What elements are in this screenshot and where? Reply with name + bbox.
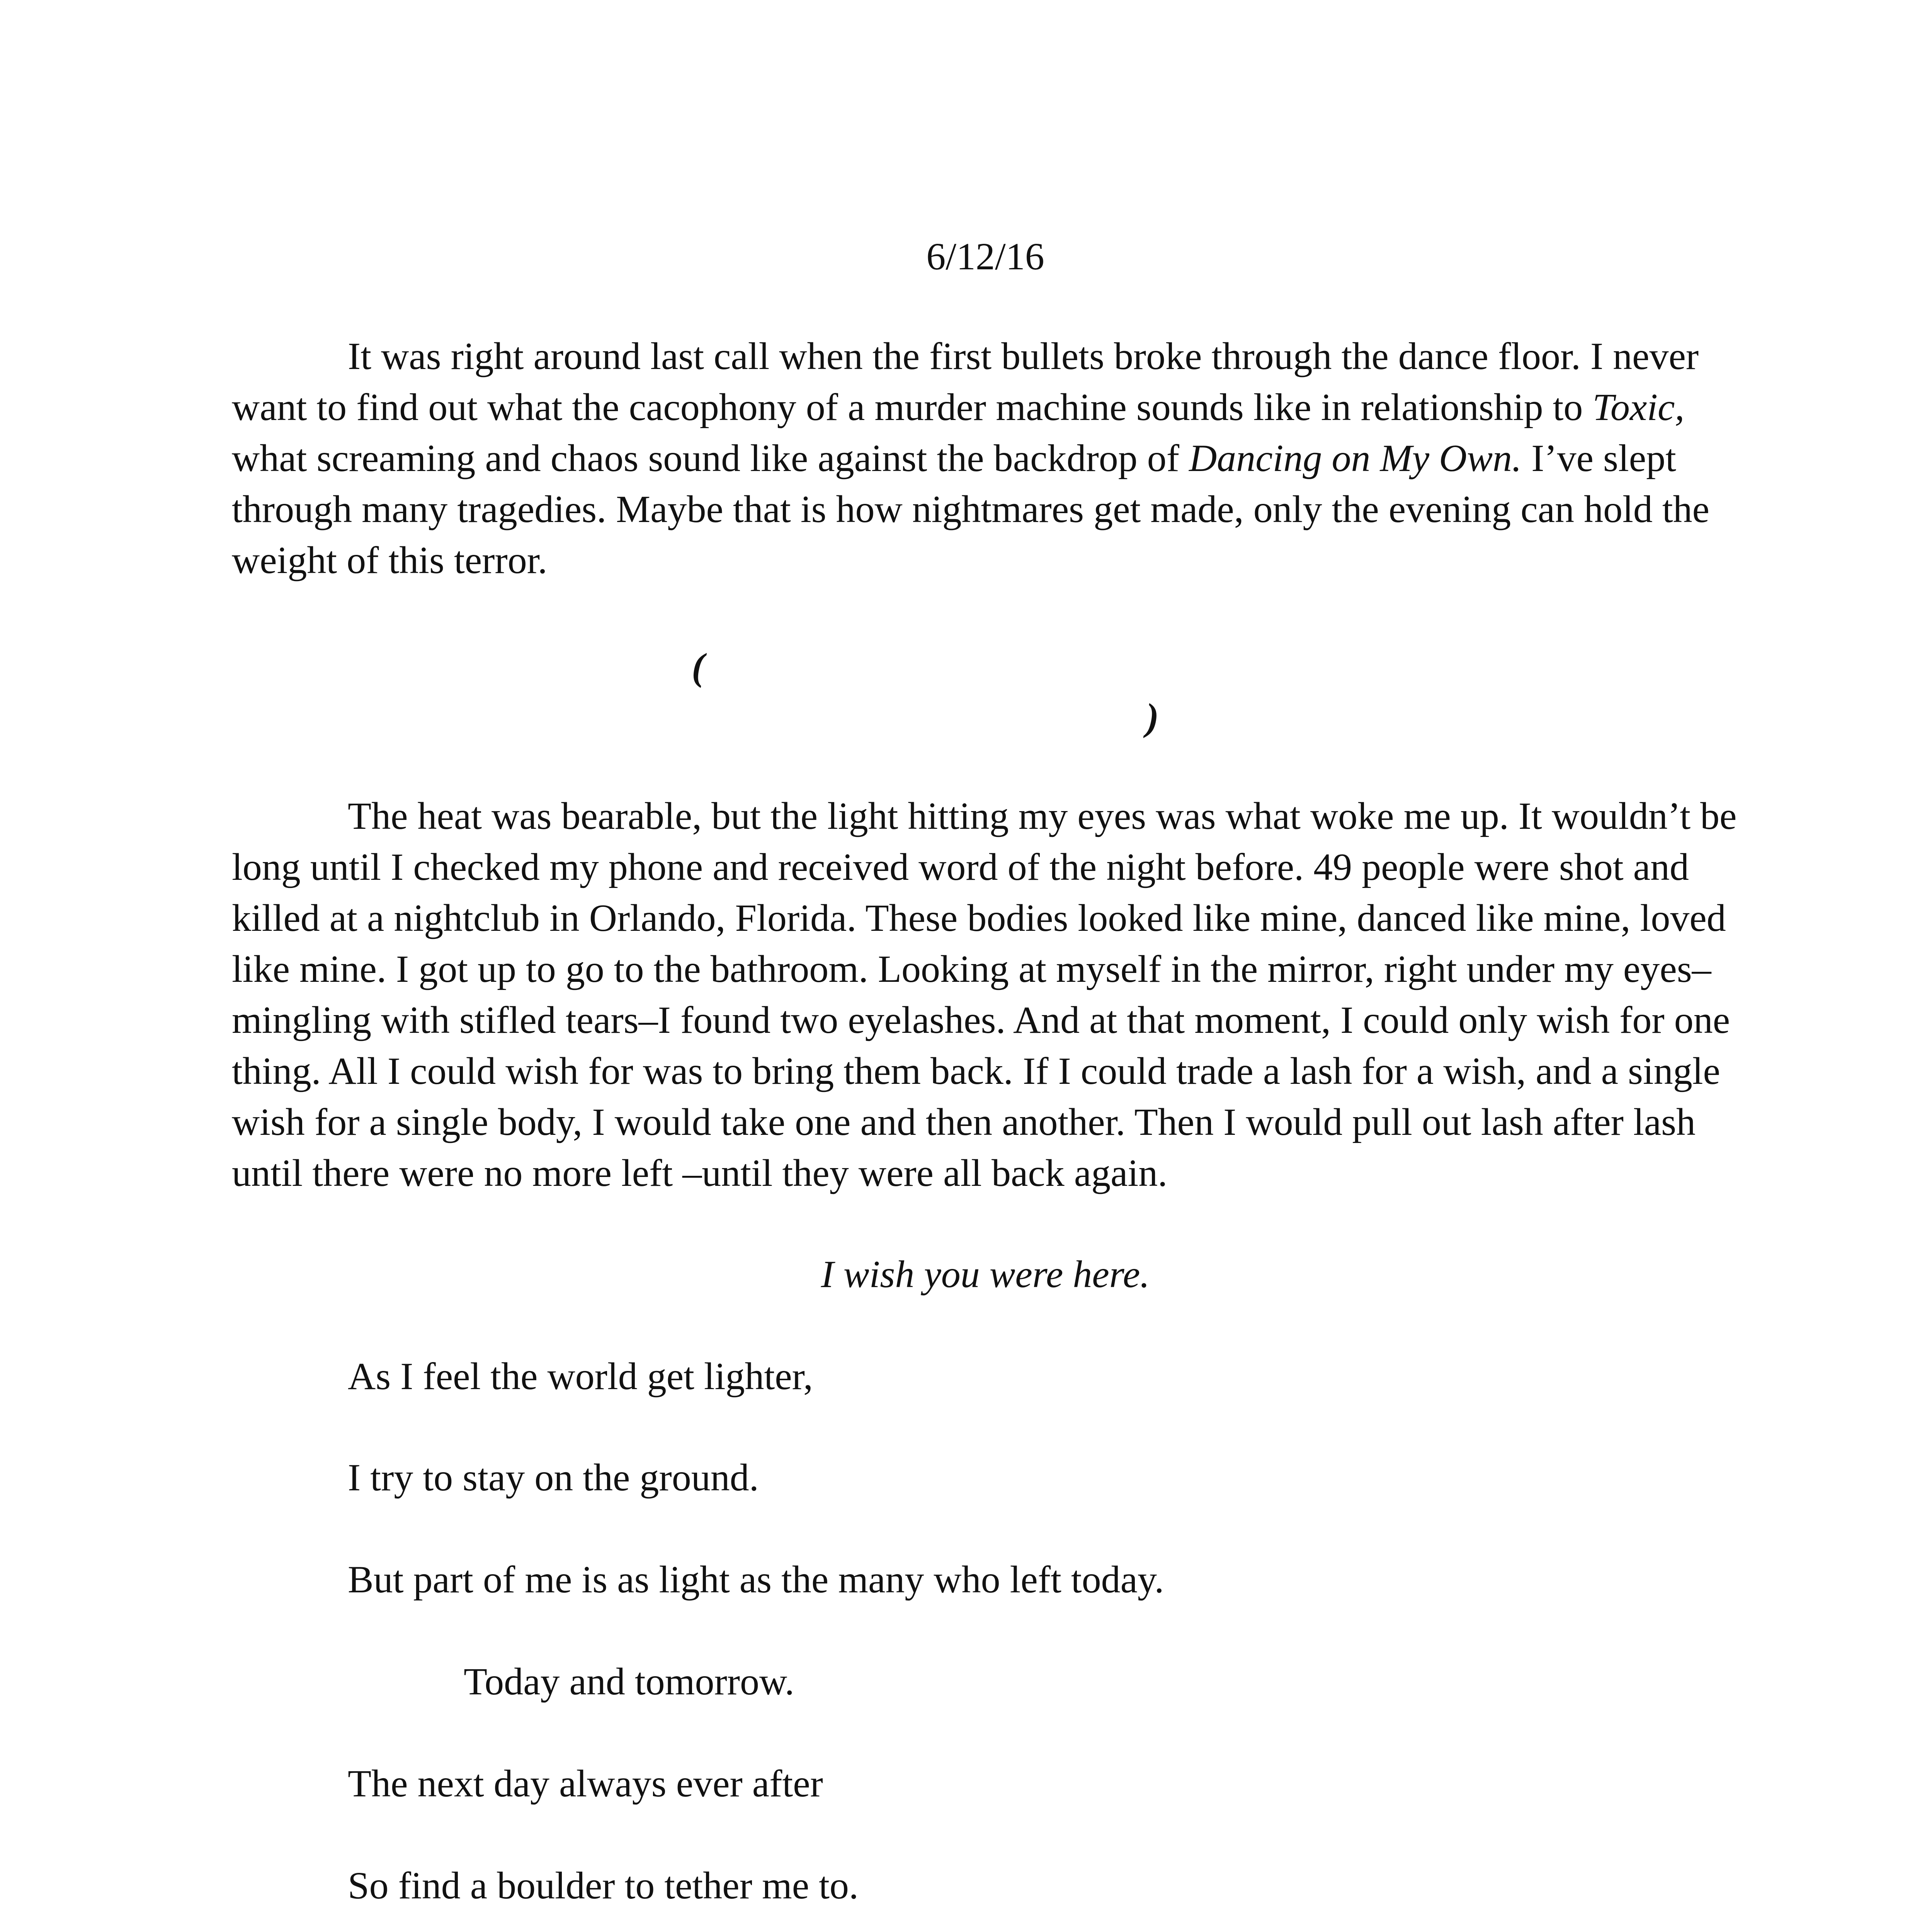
open-parenthesis: ( bbox=[692, 645, 705, 688]
poem-line-3: But part of me is as light as the many who left today. bbox=[348, 1558, 1164, 1601]
poem-line-2: I try to stay on the ground. bbox=[348, 1456, 759, 1499]
poem-line-5: The next day always ever after bbox=[348, 1762, 823, 1805]
song-title-dancing-on-my-own: Dancing on My Own. bbox=[1189, 437, 1522, 480]
paragraph-nightclub bbox=[232, 331, 1739, 586]
poem-line-4: Today and tomorrow. bbox=[464, 1660, 794, 1703]
paragraph-morning: The heat was bearable, but the light hitting my eyes was what woke me up. It wouldn’t be long until I checked my phone and received word of the night before. 49 people were shot and killed at a nightclub in Orlando, Florida. These bodies looked like mine, danced like mine, loved like mine. I got up to go to the bathroom. Looking at myself in the mirror, right under my eyes–mingling with stifled tears–I found two eyelashes. And at that moment, I could only wish for one thing. All I could wish for was to bring them back. If I could trade a lash for a wish, and a single wish for a single body, I would take one and then another. Then I would pull out lash after lash until there were no more left –until they were all back again. bbox=[232, 794, 1737, 1194]
date-heading: 6/12/16 bbox=[926, 235, 1044, 278]
paragraph-1-text-b: what screaming and chaos sound like against the backdrop of bbox=[232, 437, 1189, 480]
paragraph-1-text-c: I’ve slept through many tragedies. Maybe that is how nightmares get made, only the evening can hold the weight of this terror. bbox=[232, 437, 1710, 582]
poem-line-1: As I feel the world get lighter, bbox=[348, 1355, 813, 1398]
poem-line-6: So find a boulder to tether me to. bbox=[348, 1864, 859, 1907]
paragraph-1-text-a: It was right around last call when the first bullets broke through the dance floor. I never want to find out what the cacophony of a murder machine sounds like in relationship to bbox=[232, 335, 1699, 429]
close-parenthesis: ) bbox=[1146, 696, 1159, 738]
wish-line: I wish you were here. bbox=[821, 1253, 1150, 1296]
song-title-toxic: Toxic, bbox=[1592, 386, 1685, 429]
